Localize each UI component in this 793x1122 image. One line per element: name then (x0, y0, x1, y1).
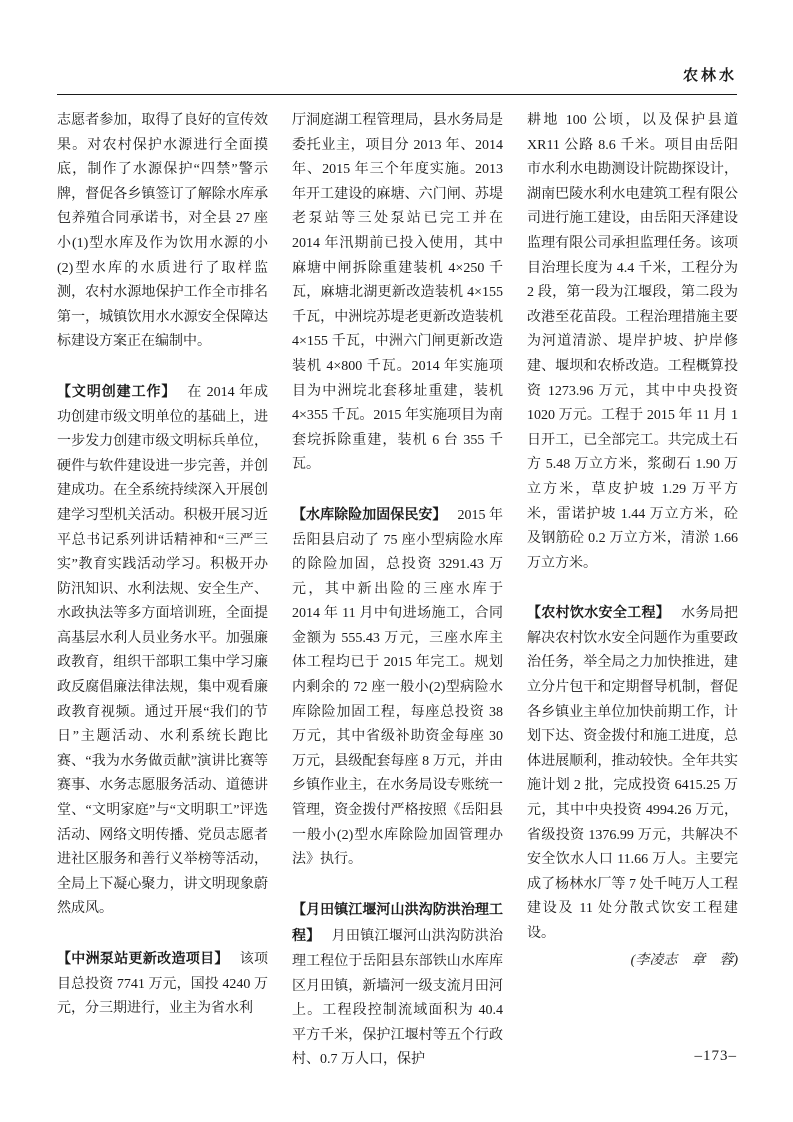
byline-authors: (李凌志 章 蓉) (630, 952, 738, 968)
entry-reservoir-reinforcement (292, 502, 503, 873)
column-1 (57, 109, 268, 1073)
column-2 (292, 109, 503, 1073)
continued-paragraph: 志愿者参加，取得了良好的宣传效果。对农村保护水源进行全面摸底，制作了水源保护“四禁”警示牌，督促各乡镇签订了解除水库承包养殖合同承诺书，对全县 27 座小(1)型水库及作为饮用水源的小(2)型水库的水质进行了取样监测，农村水源地保护工作全市排名第一，城镇饮用水水源安全保障达标建设方案正在编制中。 (57, 113, 268, 350)
entry-text: 该项目总投资 7741 万元，国投 4240 万元，分三期进行，业主为省水利 (57, 952, 269, 1017)
entry-text: 水务局把解决农村饮水安全问题作为重要政治任务，举全局之力加快推进，建立分片包干和定期督导机制，督促各乡镇业主单位加快前期工作，计划下达、资金拨付和施工进度，总体进展顺利，推动较快。全年共实施计划 2 批，完成投资 6415.25 万元，其中中央投资 4994.26 万元，省级投资 1376.99 万元，共解决不安全饮水人口 11.66 万人。主要完成了杨林水厂等 7 处千吨万人工程建设及 11 处分散式饮安工程建设。 (527, 606, 739, 941)
entry-yuetian-flood-control (292, 897, 503, 1073)
entry-text: 月田镇江堰河山洪沟防洪治理工程位于岳阳县东部铁山水库库区月田镇，新墙河一级支流月田河上。工程段控制流域面积为 40.4 平方千米，保护江堰村等五个行政村、0.7 万人口，保护 (292, 929, 504, 1068)
continued-paragraph: 厅洞庭湖工程管理局，县水务局是委托业主，项目分 2013 年、2014 年、2015 年三个年度实施。2013 年开工建设的麻塘、六门闸、苏堤老泵站等三处泵站已完工并在 2014 年汛期前已投入使用，其中麻塘中闸拆除重建装机 4×250 千瓦，麻塘北湖更新改造装机 4×155 千瓦，中洲垸苏堤老更新改造装机 4×155 千瓦，中洲六门闸更新改造装机 4×800 千瓦。2014 年实施项目为中洲垸北套移址重建，装机 4×355 千瓦。2015 年实施项目为南套垸拆除重建，装机 6 台 355 千瓦。 (292, 113, 503, 473)
entry-title: 【中洲泵站更新改造项目】 (57, 950, 229, 966)
entry-rural-drinking-water (527, 600, 738, 946)
page-header (57, 64, 737, 95)
entry-text: 在 2014 年成功创建市级文明单位的基础上，进一步发力创建市级文明标兵单位，硬件与软件建设进一步完善，并创建成功。在全系统持续深入开展创建学习型机关活动。积极开展习近平总书记系列讲话精神和“三严三实”教育实践活动学习。积极开办防汛知识、水利法规、安全生产、水政执法等多方面培训班，全面提高基层水利人员业务水平。加强廉政教育，组织干部职工集中学习廉政反腐倡廉法律法规，集中观看廉政教育视频。通过开展“我们的节日”主题活动、水利系统长跑比赛、“我为水务做贡献”演讲比赛等赛事、水务志愿服务活动、道德讲堂、“文明家庭”与“文明职工”评选活动、网络文明传播、党员志愿者进社区服务和善行义举榜等活动，全局上下凝心聚力，讲文明现象蔚然成风。 (57, 384, 269, 917)
entry-title: 【水库除险加固保民安】 (292, 505, 447, 522)
entry-civilization-building (57, 379, 268, 922)
entry-text: 2015 年岳阳县启动了 75 座小型病险水库的除险加固，总投资 3291.43 万元，其中新出险的三座水库于 2014 年 11 月中旬进场施工，合同金额为 555.43 万元，三座水库主体工程均已于 2015 年完工。规划内剩余的 72 座一般小(2)型病险水库除险加固工程，每座总投资 38 万元，其中省级补助资金每座 30 万元，县级配套每座 8 万元，并由乡镇作业主，在水务局设专账统一管理，资金拨付严格按照《岳阳县一般小(2)型水库除险加固管理办法》执行。 (292, 507, 504, 868)
entry-zhongzhou-pump-station (57, 946, 268, 1022)
text-columns (57, 109, 738, 1073)
column-3 (527, 109, 738, 1073)
entry-title: 【文明创建工作】 (57, 382, 177, 399)
entry-title: 【月田镇江堰河山洪沟防洪治理工程】 (292, 900, 503, 944)
running-head-section-title: 农林水 (57, 64, 737, 95)
page-number: –173– (694, 1048, 737, 1064)
entry-title: 【农村饮水安全工程】 (527, 604, 671, 621)
continued-paragraph: 耕地 100 公顷，以及保护县道 XR11 公路 8.6 千米。项目由岳阳市水利水电勘测设计院勘探设计，湖南巴陵水利水电建筑工程有限公司进行施工建设，由岳阳天泽建设监理有限公司承担监理任务。该项目治理长度为 4.4 千米，工程分为 2 段，第一段为江堰段，第二段为改港至花苗段。工程治理措施主要为河道清淤、堤岸护坡、护岸修建、堰坝和农桥改造。工程概算投资 1273.96 万元，其中中央投资 1020 万元。工程于 2015 年 11 月 1 日开工，已全部完工。共完成土石方 5.48 万立方米，浆砌石 1.90 万立方米，草皮护坡 1.29 万平方米，雷诺护坡 1.44 万立方米，砼及钢筋砼 0.2 万立方米，清淤 1.66 万立方米。 (527, 113, 738, 571)
